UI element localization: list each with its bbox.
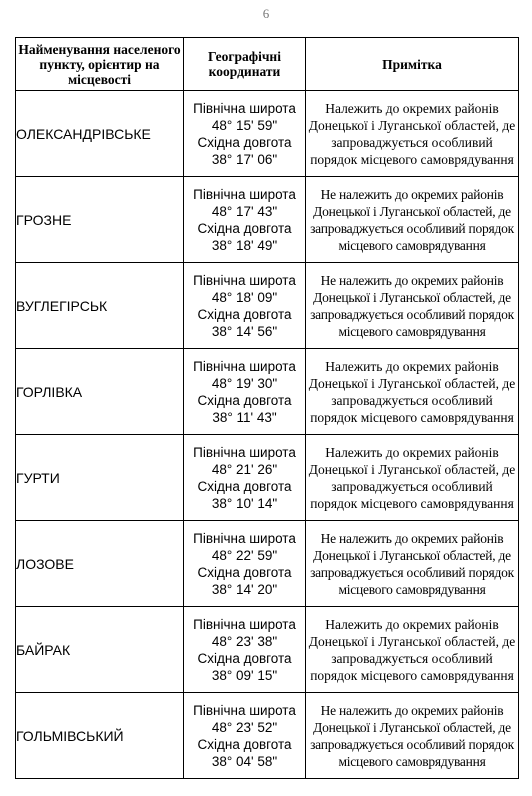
settlement-name: ЛОЗОВЕ bbox=[16, 521, 184, 607]
latitude-label: Північна широта bbox=[193, 616, 296, 632]
longitude-value: 38° 10' 14" bbox=[211, 495, 278, 511]
latitude-label: Північна широта bbox=[193, 186, 296, 202]
longitude-value: 38° 14' 56" bbox=[211, 323, 278, 339]
note-cell: Належить до окремих районів Донецької і Луганської областей, де запроваджується особливий порядок місцевого самоврядування bbox=[306, 349, 519, 435]
longitude-label: Східна довгота bbox=[197, 736, 292, 752]
longitude-value: 38° 14' 20" bbox=[211, 581, 278, 597]
table-row bbox=[16, 435, 519, 521]
longitude-label: Східна довгота bbox=[197, 650, 292, 666]
latitude-value: 48° 23' 52" bbox=[211, 719, 278, 735]
coordinates-cell bbox=[184, 607, 306, 693]
coordinates-cell bbox=[184, 177, 306, 263]
table-row bbox=[16, 693, 519, 779]
coordinates-cell bbox=[184, 521, 306, 607]
latitude-label: Північна широта bbox=[193, 358, 296, 374]
longitude-label: Східна довгота bbox=[197, 134, 292, 150]
latitude-value: 48° 15' 59" bbox=[211, 117, 278, 133]
settlement-name: ГОЛЬМІВСЬКИЙ bbox=[16, 693, 184, 779]
latitude-label: Північна широта bbox=[193, 702, 296, 718]
latitude-value: 48° 21' 26" bbox=[211, 461, 278, 477]
settlement-name: ВУГЛЕГІРСЬК bbox=[16, 263, 184, 349]
coordinates-cell bbox=[184, 435, 306, 521]
settlement-name: БАЙРАК bbox=[16, 607, 184, 693]
table-row bbox=[16, 349, 519, 435]
table-row bbox=[16, 177, 519, 263]
longitude-label: Східна довгота bbox=[197, 478, 292, 494]
header-note: Примітка bbox=[306, 38, 519, 91]
settlement-name: ГОРЛІВКА bbox=[16, 349, 184, 435]
table-row bbox=[16, 607, 519, 693]
longitude-label: Східна довгота bbox=[197, 220, 292, 236]
latitude-label: Північна широта bbox=[193, 530, 296, 546]
header-name: Найменування населеного пункту, орієнтир на місцевості bbox=[16, 38, 184, 91]
note-cell: Не належить до окремих районів Донецької і Луганської областей, де запроваджується особливий порядок місцевого самоврядування bbox=[306, 521, 519, 607]
longitude-value: 38° 17' 06" bbox=[211, 151, 278, 167]
latitude-value: 48° 22' 59" bbox=[211, 547, 278, 563]
latitude-value: 48° 17' 43" bbox=[211, 203, 278, 219]
settlements-table bbox=[15, 37, 519, 779]
settlement-name: ГУРТИ bbox=[16, 435, 184, 521]
latitude-label: Північна широта bbox=[193, 444, 296, 460]
note-cell: Належить до окремих районів Донецької і Луганської областей, де запроваджується особливий порядок місцевого самоврядування bbox=[306, 91, 519, 177]
note-cell: Не належить до окремих районів Донецької і Луганської областей, де запроваджується особливий порядок місцевого самоврядування bbox=[306, 263, 519, 349]
latitude-label: Північна широта bbox=[193, 272, 296, 288]
coordinates-cell bbox=[184, 91, 306, 177]
settlement-name: ОЛЕКСАНДРІВСЬКЕ bbox=[16, 91, 184, 177]
note-cell: Не належить до окремих районів Донецької і Луганської областей, де запроваджується особливий порядок місцевого самоврядування bbox=[306, 693, 519, 779]
table-row bbox=[16, 91, 519, 177]
table-header-row bbox=[16, 38, 519, 91]
table-row bbox=[16, 521, 519, 607]
latitude-label: Північна широта bbox=[193, 100, 296, 116]
header-coordinates: Географічні координати bbox=[184, 38, 306, 91]
longitude-value: 38° 11' 43" bbox=[212, 409, 277, 425]
note-cell: Належить до окремих районів Донецької і Луганської областей, де запроваджується особливий порядок місцевого самоврядування bbox=[306, 607, 519, 693]
latitude-value: 48° 18' 09" bbox=[211, 289, 278, 305]
latitude-value: 48° 19' 30" bbox=[211, 375, 278, 391]
longitude-value: 38° 04' 58" bbox=[211, 753, 278, 769]
coordinates-cell bbox=[184, 349, 306, 435]
table-row bbox=[16, 263, 519, 349]
settlement-name: ГРОЗНЕ bbox=[16, 177, 184, 263]
page-number: 6 bbox=[262, 6, 270, 21]
longitude-value: 38° 18' 49" bbox=[211, 237, 278, 253]
longitude-label: Східна довгота bbox=[197, 564, 292, 580]
coordinates-cell bbox=[184, 693, 306, 779]
longitude-label: Східна довгота bbox=[197, 392, 292, 408]
latitude-value: 48° 23' 38" bbox=[211, 633, 278, 649]
note-cell: Належить до окремих районів Донецької і Луганської областей, де запроваджується особливий порядок місцевого самоврядування bbox=[306, 435, 519, 521]
longitude-label: Східна довгота bbox=[197, 306, 292, 322]
coordinates-cell bbox=[184, 263, 306, 349]
note-cell: Не належить до окремих районів Донецької і Луганської областей, де запроваджується особливий порядок місцевого самоврядування bbox=[306, 177, 519, 263]
longitude-value: 38° 09' 15" bbox=[211, 667, 278, 683]
